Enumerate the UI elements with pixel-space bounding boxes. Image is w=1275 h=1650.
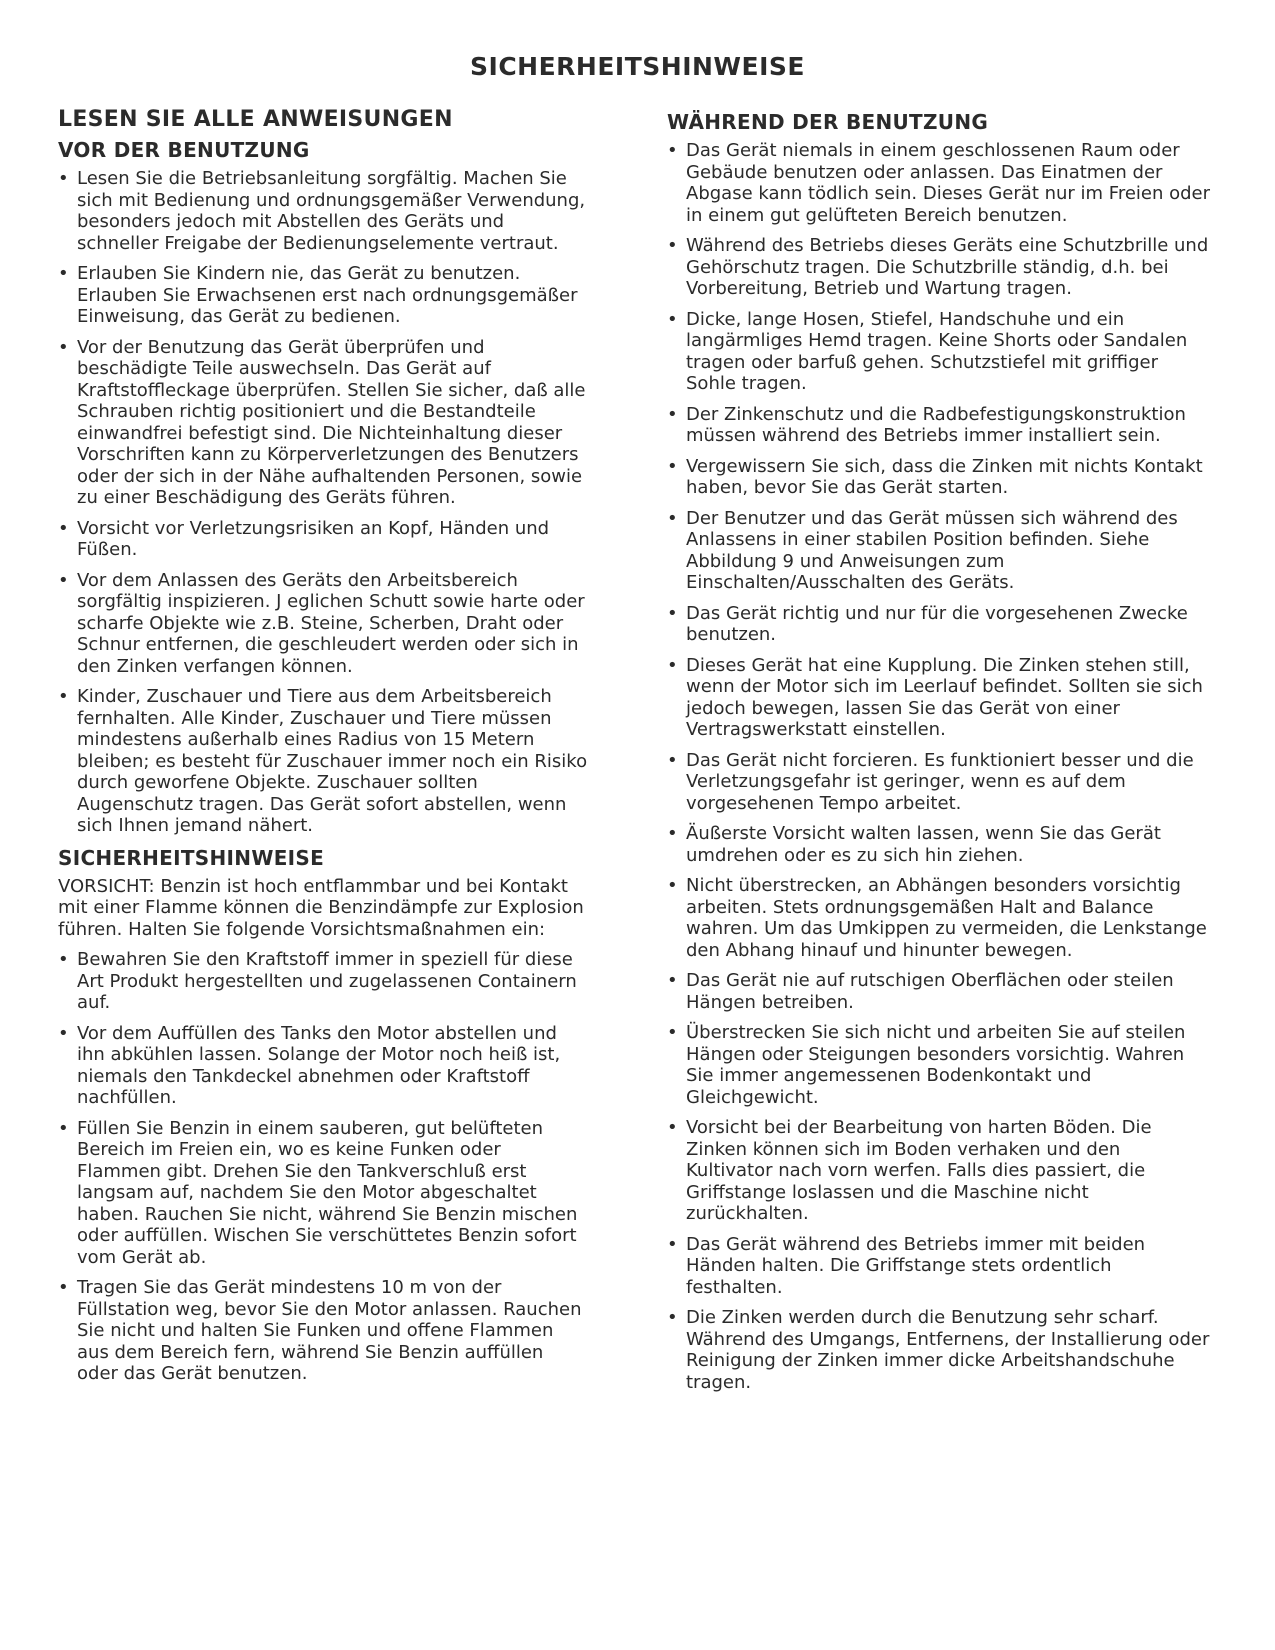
list-item: • Der Zinkenschutz und die Radbefestigungskonstruktion müssen während des Betriebs immer installiert sein. — [667, 404, 1212, 447]
list-item: • Vorsicht bei der Bearbeitung von harten Böden. Die Zinken können sich im Boden verhaken und den Kultivator nach vorn werfen. Falls dies passiert, die Griffstange loslassen und die Maschine nicht zurückhalten. — [667, 1117, 1212, 1225]
before-use-list — [58, 168, 588, 837]
list-item: • Vor dem Anlassen des Geräts den Arbeitsbereich sorgfältig inspizieren. J eglichen Schutt sowie harte oder scharfe Objekte wie z.B. Steine, Scherben, Draht oder Schnur entfernen, die geschleudert werden oder sich in den Zinken verfangen können. — [58, 570, 588, 678]
list-item: • Die Zinken werden durch die Benutzung sehr scharf. Während des Umgangs, Entfernens, der Installierung oder Reinigung der Zinken immer dicke Arbeitshandschuhe tragen. — [667, 1307, 1212, 1393]
read-all-instructions-heading: LESEN SIE ALLE ANWEISUNGEN — [58, 107, 453, 132]
list-item: • Während des Betriebs dieses Geräts eine Schutzbrille und Gehörschutz tragen. Die Schutzbrille ständig, d.h. bei Vorbereitung, Betrieb und Wartung tragen. — [667, 235, 1212, 300]
list-item: • Dicke, lange Hosen, Stiefel, Handschuhe und ein langärmliges Hemd tragen. Keine Shorts oder Sandalen tragen oder barfuß gehen. Schutzstiefel mit griffiger Sohle tragen. — [667, 309, 1212, 395]
during-use-heading: WÄHREND DER BENUTZUNG — [667, 110, 989, 134]
before-use-heading: VOR DER BENUTZUNG — [58, 138, 310, 162]
list-item: • Das Gerät nicht forcieren. Es funktioniert besser und die Verletzungsgefahr ist geringer, wenn es auf dem vorgesehenen Tempo arbeitet. — [667, 750, 1212, 815]
list-item: • Lesen Sie die Betriebsanleitung sorgfältig. Machen Sie sich mit Bedienung und ordnungsgemäßer Verwendung, besonders jedoch mit Abstellen des Geräts und schneller Freigabe der Bedienungselemente vertraut. — [58, 168, 588, 254]
during-use-list — [667, 140, 1212, 1393]
list-item: • Nicht überstrecken, an Abhängen besonders vorsichtig arbeiten. Stets ordnungsgemäßen Halt and Balance wahren. Um das Umkippen zu vermeiden, die Lenkstange den Abhang hinauf und hinunter bewegen. — [667, 875, 1212, 961]
list-item: • Das Gerät während des Betriebs immer mit beiden Händen halten. Die Griffstange stets ordentlich festhalten. — [667, 1234, 1212, 1299]
right-column — [667, 110, 1212, 1402]
list-item: • Vergewissern Sie sich, dass die Zinken mit nichts Kontakt haben, bevor Sie das Gerät starten. — [667, 456, 1212, 499]
list-item: • Das Gerät nie auf rutschigen Oberflächen oder steilen Hängen betreiben. — [667, 970, 1212, 1013]
safety-list — [58, 949, 588, 1385]
list-item: • Erlauben Sie Kindern nie, das Gerät zu benutzen. Erlauben Sie Erwachsenen erst nach ordnungsgemäßer Einweisung, das Gerät zu bedienen. — [58, 263, 588, 328]
list-item: • Der Benutzer und das Gerät müssen sich während des Anlassens in einer stabilen Position befinden. Siehe Abbildung 9 und Anweisungen zum Einschalten/Ausschalten des Geräts. — [667, 508, 1212, 594]
list-item: • Tragen Sie das Gerät mindestens 10 m von der Füllstation weg, bevor Sie den Motor anlassen. Rauchen Sie nicht und halten Sie Funken und offene Flammen aus dem Bereich fern, während Sie Benzin auffüllen oder das Gerät benutzen. — [58, 1277, 588, 1385]
list-item: • Bewahren Sie den Kraftstoff immer in speziell für diese Art Produkt hergestellten und zugelassenen Containern auf. — [58, 949, 588, 1014]
list-item: • Vor dem Auffüllen des Tanks den Motor abstellen und ihn abkühlen lassen. Solange der Motor noch heiß ist, niemals den Tankdeckel abnehmen oder Kraftstoff nachfüllen. — [58, 1023, 588, 1109]
page-title: SICHERHEITSHINWEISE — [470, 52, 805, 81]
list-item: • Überstrecken Sie sich nicht und arbeiten Sie auf steilen Hängen oder Steigungen besonders vorsichtig. Wahren Sie immer angemessenen Bodenkontakt und Gleichgewicht. — [667, 1022, 1212, 1108]
list-item: • Das Gerät niemals in einem geschlossenen Raum oder Gebäude benutzen oder anlassen. Das Einatmen der Abgase kann tödlich sein. Dieses Gerät nur im Freien oder in einem gut gelüfteten Bereich benutzen. — [667, 140, 1212, 226]
list-item: • Vor der Benutzung das Gerät überprüfen und beschädigte Teile auswechseln. Das Gerät auf Kraftstoffleckage überprüfen. Stellen Sie sicher, daß alle Schrauben richtig positioniert und die Bestandteile einwandfrei befestigt sind. Die Nichteinhaltung dieser Vorschriften kann zu Körperverletzungen des Benutzers oder der sich in der Nähe aufhaltenden Personen, sowie zu einer Beschädigung des Geräts führen. — [58, 337, 588, 509]
caution-text: VORSICHT: Benzin ist hoch entflammbar und bei Kontakt mit einer Flamme können die Benzindämpfe zur Explosion führen. Halten Sie folgende Vorsichtsmaßnahmen ein: — [58, 875, 584, 940]
safety-heading: SICHERHEITSHINWEISE — [58, 845, 325, 870]
list-item: • Dieses Gerät hat eine Kupplung. Die Zinken stehen still, wenn der Motor sich im Leerlauf befindet. Sollten sie sich jedoch bewegen, lassen Sie das Gerät von einer Vertragswerkstatt einstellen. — [667, 655, 1212, 741]
list-item: • Das Gerät richtig und nur für die vorgesehenen Zwecke benutzen. — [667, 603, 1212, 646]
list-item: • Äußerste Vorsicht walten lassen, wenn Sie das Gerät umdrehen oder es zu sich hin ziehen. — [667, 823, 1212, 866]
list-item: • Vorsicht vor Verletzungsrisiken an Kopf, Händen und Füßen. — [58, 518, 588, 561]
left-column — [58, 107, 588, 1394]
list-item: • Kinder, Zuschauer und Tiere aus dem Arbeitsbereich fernhalten. Alle Kinder, Zuschauer und Tiere müssen mindestens außerhalb eines Radius von 15 Metern bleiben; es besteht für Zuschauer immer noch ein Risiko durch geworfene Objekte. Zuschauer sollten Augenschutz tragen. Das Gerät sofort abstellen, wenn sich Ihnen jemand nähert. — [58, 686, 588, 837]
list-item: • Füllen Sie Benzin in einem sauberen, gut belüfteten Bereich im Freien ein, wo es keine Funken oder Flammen gibt. Drehen Sie den Tankverschluß erst langsam auf, nachdem Sie den Motor abgeschaltet haben. Rauchen Sie nicht, während Sie Benzin mischen oder auffüllen. Wischen Sie verschüttetes Benzin sofort vom Gerät ab. — [58, 1118, 588, 1269]
